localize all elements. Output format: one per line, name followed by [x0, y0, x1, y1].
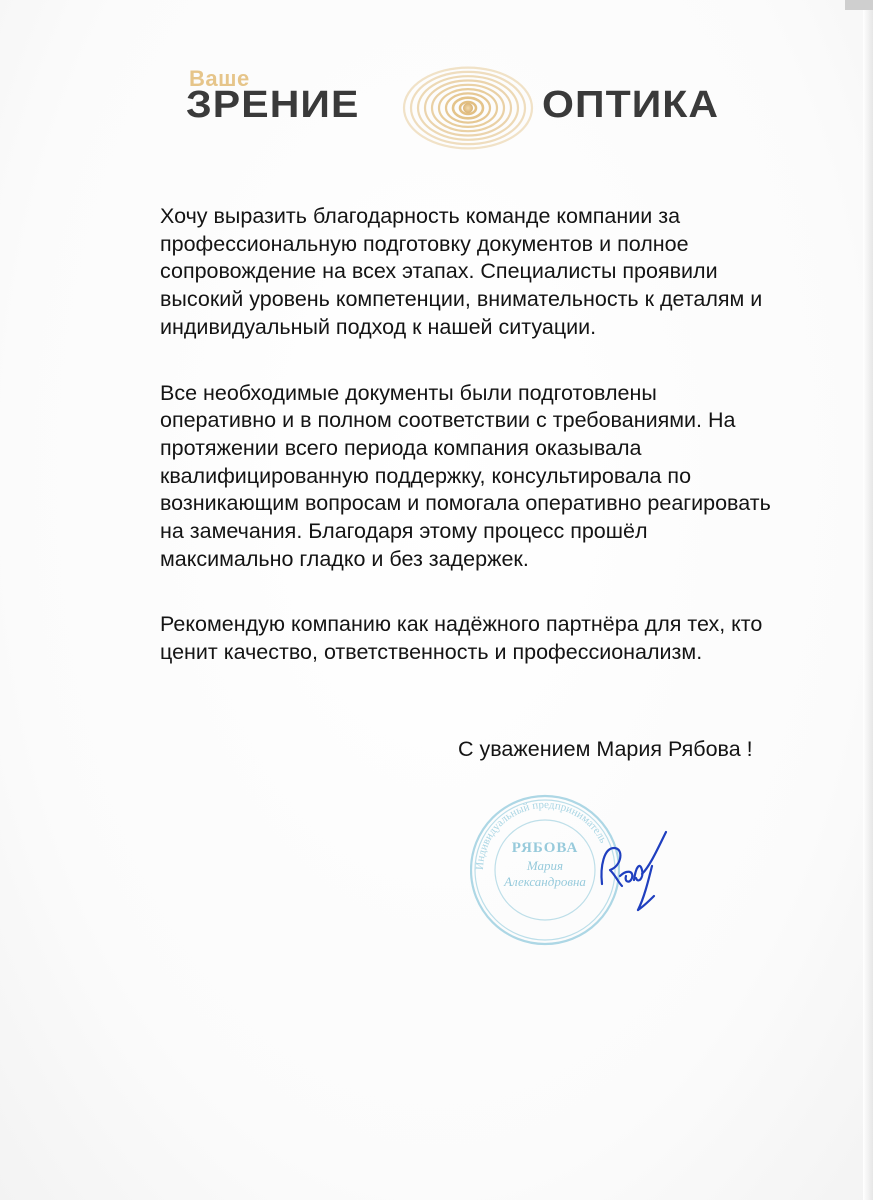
- logo-right-word: ОПТИКА: [542, 84, 720, 126]
- text-line: Рекомендую компанию как надёжного партнёра для тех, кто: [160, 612, 763, 637]
- company-logo: [186, 64, 776, 154]
- paragraph-1: [160, 203, 830, 342]
- stamp-first-name: Мария: [526, 858, 564, 873]
- text-line: оперативно и в полном соответствии с требованиями. На: [160, 408, 736, 433]
- handwritten-signature: [592, 826, 682, 916]
- eye-pupil: [463, 103, 473, 113]
- text-line: максимально гладко и без задержек.: [160, 546, 529, 571]
- text-line: квалифицированную поддержку, консультировала по: [160, 463, 692, 488]
- text-line: ценит качество, ответственность и профессионализм.: [160, 640, 703, 665]
- stamp-patronymic: Александровна: [504, 874, 586, 889]
- text-line: профессиональную подготовку документов и полное: [160, 231, 689, 256]
- paper-edge-shadow: [863, 0, 873, 1200]
- logo-small-word: Ваше: [189, 66, 250, 91]
- letter-body: [160, 203, 830, 667]
- text-line: Все необходимые документы были подготовлены: [160, 380, 657, 405]
- text-line: Хочу выразить благодарность команде компании за: [160, 204, 681, 228]
- text-line: протяжении всего периода компания оказывала: [160, 435, 642, 460]
- text-line: высокий уровень компетенции, внимательность к деталям и: [160, 287, 763, 312]
- paragraph-3: [160, 611, 830, 666]
- paragraph-2: [160, 380, 830, 574]
- logo-left-word: ЗРЕНИЕ: [186, 84, 360, 126]
- scan-corner-mark: [845, 0, 873, 10]
- closing-line: С уважением Мария Рябова !: [458, 737, 753, 761]
- eye-icon: [400, 66, 536, 150]
- text-line: индивидуальный подход к нашей ситуации.: [160, 314, 597, 339]
- stamp-surname: РЯБОВА: [511, 840, 579, 856]
- text-line: на замечания. Благодаря этому процесс прошёл: [160, 519, 648, 544]
- stamp-ring-text: Индивидуальный предприниматель: [473, 798, 610, 871]
- text-line: сопровождение на всех этапах. Специалисты проявили: [160, 259, 718, 284]
- text-line: возникающим вопросам и помогала оперативно реагировать: [160, 491, 771, 516]
